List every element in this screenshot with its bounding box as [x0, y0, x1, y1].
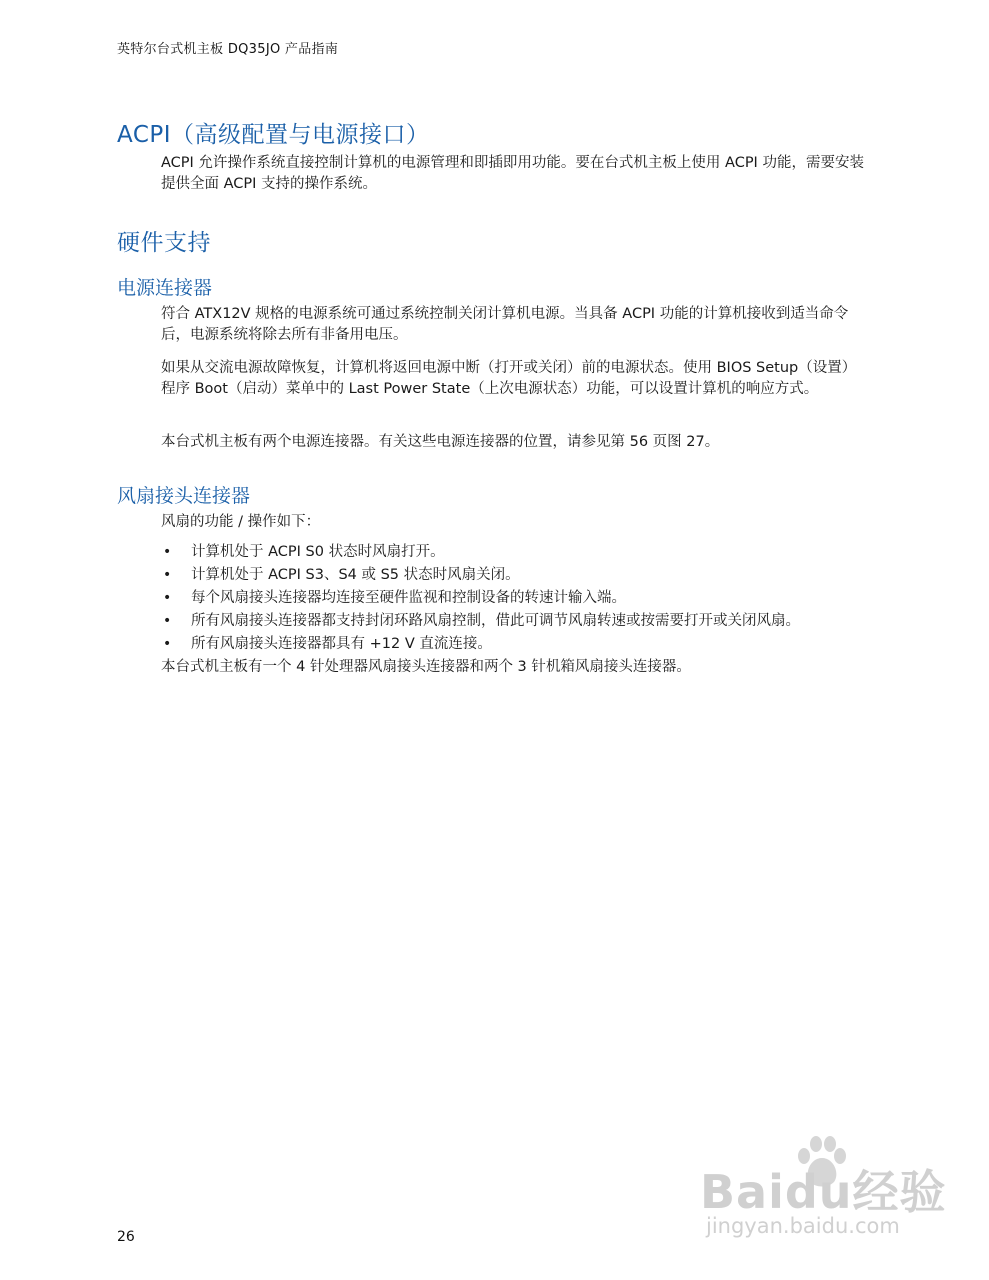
watermark-url: jingyan.baidu.com: [706, 1214, 900, 1238]
running-header: 英特尔台式机主板 DQ35JO 产品指南: [117, 42, 339, 57]
paragraph-power-1: 符合 ATX12V 规格的电源系统可通过系统控制关闭计算机电源。当具备 ACPI 功能的计算机接收到适当命令后，电源系统将除去所有非备用电压。: [161, 306, 849, 343]
paragraph-acpi: ACPI 允许操作系统直接控制计算机的电源管理和即插即用功能。要在台式机主板上使用 ACPI 功能，需要安装提供全面 ACPI 支持的操作系统。: [161, 155, 864, 192]
list-item: • 计算机处于 ACPI S0 状态时风扇打开。: [161, 541, 881, 564]
list-item: • 计算机处于 ACPI S3、S4 或 S5 状态时风扇关闭。: [161, 564, 881, 587]
heading-fan-connector: 风扇接头连接器: [117, 485, 251, 507]
watermark-logo: Baidu经验: [700, 1165, 947, 1219]
list-item: • 所有风扇接头连接器都具有 +12 V 直流连接。: [161, 633, 881, 656]
list-item: • 所有风扇接头连接器都支持封闭环路风扇控制，借此可调节风扇转速或按需要打开或关闭风扇。: [161, 610, 881, 633]
baidu-watermark: [700, 1130, 947, 1240]
paragraph-power-3: 本台式机主板有两个电源连接器。有关这些电源连接器的位置，请参见第 56 页图 27。: [161, 434, 720, 450]
paragraph-fan-outro: 本台式机主板有一个 4 针处理器风扇接头连接器和两个 3 针机箱风扇接头连接器。: [161, 659, 691, 675]
page-number: 26: [117, 1229, 135, 1245]
heading-hardware-support: 硬件支持: [117, 230, 211, 256]
bullet-icon: •: [163, 613, 172, 629]
bullet-icon: •: [163, 590, 172, 606]
list-item: • 每个风扇接头连接器均连接至硬件监视和控制设备的转速计输入端。: [161, 587, 881, 610]
fan-bullet-list: [161, 541, 881, 656]
paragraph-power-2: 如果从交流电源故障恢复，计算机将返回电源中断（打开或关闭）前的电源状态。使用 BIOS Setup（设置）程序 Boot（启动）菜单中的 Last Power State（上次电源状态）功能，可以设置计算机的响应方式。: [161, 360, 857, 397]
heading-power-connector: 电源连接器: [117, 277, 213, 299]
bullet-icon: •: [163, 544, 172, 560]
bullet-icon: •: [163, 636, 172, 652]
heading-acpi: ACPI（高级配置与电源接口）: [117, 122, 430, 148]
paragraph-fan-intro: 风扇的功能 / 操作如下：: [161, 514, 321, 530]
bullet-icon: •: [163, 567, 172, 583]
